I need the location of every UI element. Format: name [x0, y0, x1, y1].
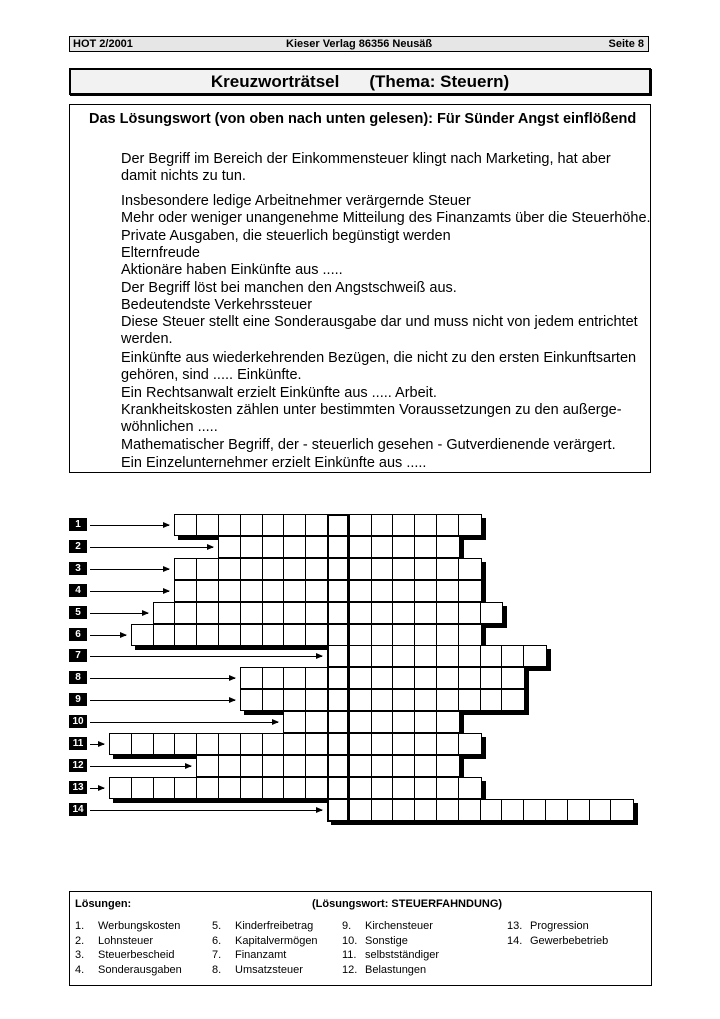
letter-cell[interactable] [372, 581, 394, 601]
letter-cell[interactable] [437, 559, 459, 579]
solution-number: 5. [212, 920, 222, 932]
solution-item [507, 920, 589, 932]
row-arrow [90, 656, 322, 657]
letter-cell[interactable] [132, 734, 154, 754]
clue-text: Ein Einzelunternehmer erzielt Einkünfte aus ..... [121, 455, 427, 471]
solution-text: selbstständiger [365, 949, 439, 961]
solution-number: 12. [342, 963, 358, 976]
letter-cell[interactable] [175, 778, 197, 798]
letter-cell[interactable] [415, 734, 437, 754]
letter-cell[interactable] [459, 800, 481, 820]
solution-item [75, 964, 182, 976]
letter-cell[interactable] [415, 515, 437, 535]
letter-cell[interactable] [415, 581, 437, 601]
letter-cell[interactable] [350, 646, 372, 666]
page-title [69, 68, 651, 95]
letter-cell[interactable] [197, 559, 219, 579]
letter-cell[interactable] [437, 778, 459, 798]
letter-cell[interactable] [459, 646, 481, 666]
letter-cell[interactable] [459, 515, 481, 535]
letter-cell[interactable] [415, 537, 437, 557]
row-arrow [90, 810, 322, 811]
row-arrow [90, 635, 126, 636]
answer-row [283, 711, 459, 733]
solution-number: 9. [342, 920, 352, 932]
letter-cell[interactable] [590, 800, 612, 820]
letter-cell[interactable] [459, 778, 481, 798]
clue-text: Der Begriff löst bei manchen den Angstschweiß aus. [121, 280, 457, 296]
letter-cell[interactable] [219, 515, 241, 535]
letter-cell[interactable] [372, 756, 394, 776]
letter-cell[interactable] [175, 734, 197, 754]
clue-text: Mehr oder weniger unangenehme Mitteilung des Finanzamts über die Steuerhöhe. [121, 210, 651, 226]
letter-cell[interactable] [219, 625, 241, 645]
letter-cell[interactable] [219, 778, 241, 798]
solution-text: Werbungskosten [98, 920, 181, 932]
solution-text: Kapitalvermögen [235, 934, 318, 947]
solution-text: Sonderausgaben [98, 963, 182, 976]
letter-cell[interactable] [393, 734, 415, 754]
clue-text: wöhnlichen ..... [121, 419, 218, 435]
clues-box [69, 104, 651, 473]
letter-cell[interactable] [481, 668, 503, 688]
solution-item [507, 935, 608, 947]
letter-cell[interactable] [241, 559, 263, 579]
letter-cell[interactable] [132, 778, 154, 798]
letter-cell[interactable] [306, 625, 328, 645]
letter-cell[interactable] [263, 690, 285, 710]
letter-cell[interactable] [306, 778, 328, 798]
letter-cell[interactable] [459, 690, 481, 710]
letter-cell[interactable] [415, 603, 437, 623]
letter-cell[interactable] [132, 625, 154, 645]
letter-cell[interactable] [263, 603, 285, 623]
letter-cell[interactable] [219, 559, 241, 579]
solution-item [212, 949, 286, 961]
clue-text: gehören, sind ..... Einkünfte. [121, 367, 302, 383]
letter-cell[interactable] [437, 734, 459, 754]
letter-cell[interactable] [415, 712, 437, 732]
letter-cell[interactable] [350, 515, 372, 535]
page-header [69, 36, 649, 52]
letter-cell[interactable] [175, 603, 197, 623]
row-label: 3 [69, 562, 87, 575]
row-arrow [90, 569, 169, 570]
letter-cell[interactable] [197, 515, 219, 535]
letter-cell[interactable] [263, 559, 285, 579]
letter-cell[interactable] [415, 668, 437, 688]
solution-text: Umsatzsteuer [235, 963, 303, 976]
row-label: 2 [69, 540, 87, 553]
clue-text: Der Begriff im Bereich der Einkommensteuer klingt nach Marketing, hat aber [121, 151, 611, 167]
letter-cell[interactable] [241, 625, 263, 645]
letter-cell[interactable] [459, 625, 481, 645]
solution-number: 6. [212, 934, 222, 947]
answer-row [131, 624, 482, 646]
letter-cell[interactable] [219, 581, 241, 601]
letter-cell[interactable] [306, 712, 328, 732]
letter-cell[interactable] [372, 625, 394, 645]
letter-cell[interactable] [241, 690, 263, 710]
letter-cell[interactable] [197, 581, 219, 601]
solution-number: 8. [212, 963, 222, 976]
letter-cell[interactable] [263, 625, 285, 645]
letter-cell[interactable] [415, 646, 437, 666]
row-label: 12 [69, 759, 87, 772]
letter-cell[interactable] [459, 603, 481, 623]
solution-text: Progression [530, 920, 589, 932]
letter-cell[interactable] [154, 734, 176, 754]
solution-item [212, 964, 303, 976]
title-main: Kreuzworträtsel [210, 72, 340, 91]
letter-cell[interactable] [372, 515, 394, 535]
letter-cell[interactable] [263, 537, 285, 557]
row-label: 5 [69, 606, 87, 619]
answer-row [109, 777, 482, 799]
letter-cell[interactable] [284, 734, 306, 754]
letter-cell[interactable] [197, 778, 219, 798]
solution-text: Finanzamt [235, 949, 287, 961]
clues-heading: Das Lösungswort (von oben nach unten gelesen): Für Sünder Angst einflößend [89, 111, 637, 127]
letter-cell[interactable] [524, 800, 546, 820]
letter-cell[interactable] [481, 646, 503, 666]
letter-cell[interactable] [393, 625, 415, 645]
clue-text: Ein Rechtsanwalt erzielt Einkünfte aus ..... Arbeit. [121, 385, 437, 401]
letter-cell[interactable] [437, 756, 459, 776]
letter-cell[interactable] [219, 537, 241, 557]
row-label: 6 [69, 628, 87, 641]
letter-cell[interactable] [197, 625, 219, 645]
letter-cell[interactable] [393, 668, 415, 688]
clue-text: Diese Steuer stellt eine Sonderausgabe dar und muss nicht von jedem entrichtet [121, 314, 638, 330]
clue-text: Mathematischer Begriff, der - steuerlich gesehen - Gutverdienende verärgert. [121, 437, 616, 453]
letter-cell[interactable] [110, 734, 132, 754]
letter-cell[interactable] [393, 800, 415, 820]
letter-cell[interactable] [175, 559, 197, 579]
solution-item [342, 935, 408, 947]
letter-cell[interactable] [175, 581, 197, 601]
letter-cell[interactable] [502, 646, 524, 666]
row-label: 10 [69, 715, 87, 728]
letter-cell[interactable] [306, 537, 328, 557]
solutions-box [69, 891, 652, 986]
letter-cell[interactable] [154, 603, 176, 623]
letter-cell[interactable] [393, 581, 415, 601]
letter-cell[interactable] [306, 515, 328, 535]
solution-item [212, 935, 318, 947]
solution-number: 1. [75, 920, 85, 932]
row-label: 11 [69, 737, 87, 750]
row-label: 9 [69, 693, 87, 706]
letter-cell[interactable] [263, 668, 285, 688]
letter-cell[interactable] [306, 734, 328, 754]
solutions-label: Lösungen: [75, 898, 132, 910]
letter-cell[interactable] [372, 800, 394, 820]
letter-cell[interactable] [306, 603, 328, 623]
letter-cell[interactable] [197, 603, 219, 623]
letter-cell[interactable] [437, 668, 459, 688]
letter-cell[interactable] [524, 646, 546, 666]
clue-text: Elternfreude [121, 245, 200, 261]
letter-cell[interactable] [459, 668, 481, 688]
letter-cell[interactable] [241, 734, 263, 754]
row-arrow [90, 613, 148, 614]
solution-text: Belastungen [365, 963, 427, 976]
letter-cell[interactable] [350, 712, 372, 732]
letter-cell[interactable] [350, 581, 372, 601]
letter-cell[interactable] [263, 734, 285, 754]
header-page: Seite 8 [608, 38, 644, 50]
letter-cell[interactable] [350, 690, 372, 710]
letter-cell[interactable] [481, 603, 503, 623]
letter-cell[interactable] [219, 734, 241, 754]
answer-row [327, 645, 547, 667]
solution-number: 3. [75, 949, 85, 961]
solution-number: 2. [75, 934, 85, 947]
letter-cell[interactable] [350, 800, 372, 820]
letter-cell[interactable] [372, 646, 394, 666]
letter-cell[interactable] [197, 734, 219, 754]
letter-cell[interactable] [415, 756, 437, 776]
solution-text: Sonstige [365, 934, 408, 947]
letter-cell[interactable] [393, 515, 415, 535]
solution-column [327, 514, 349, 822]
answer-row [240, 689, 525, 711]
letter-cell[interactable] [284, 712, 306, 732]
letter-cell[interactable] [284, 778, 306, 798]
letter-cell[interactable] [372, 559, 394, 579]
row-label: 8 [69, 671, 87, 684]
letter-cell[interactable] [437, 690, 459, 710]
clue-text: Einkünfte aus wiederkehrenden Bezügen, die nicht zu den ersten Einkunftsarten [121, 350, 637, 366]
letter-cell[interactable] [284, 559, 306, 579]
letter-cell[interactable] [437, 603, 459, 623]
solution-item [75, 920, 180, 932]
letter-cell[interactable] [437, 646, 459, 666]
letter-cell[interactable] [393, 537, 415, 557]
letter-cell[interactable] [393, 756, 415, 776]
letter-cell[interactable] [568, 800, 590, 820]
letter-cell[interactable] [219, 603, 241, 623]
row-arrow [90, 788, 104, 789]
letter-cell[interactable] [372, 778, 394, 798]
row-label: 13 [69, 781, 87, 794]
answer-row [109, 733, 482, 755]
letter-cell[interactable] [263, 581, 285, 601]
letter-cell[interactable] [459, 581, 481, 601]
letter-cell[interactable] [459, 559, 481, 579]
solution-item [342, 920, 433, 932]
letter-cell[interactable] [350, 537, 372, 557]
clue-text: damit nichts zu tun. [121, 168, 246, 184]
letter-cell[interactable] [350, 734, 372, 754]
solution-text: Gewerbebetrieb [530, 934, 609, 947]
letter-cell[interactable] [372, 734, 394, 754]
letter-cell[interactable] [219, 756, 241, 776]
letter-cell[interactable] [263, 515, 285, 535]
answer-row [327, 799, 634, 821]
solution-item [75, 935, 153, 947]
row-arrow [90, 722, 278, 723]
letter-cell[interactable] [197, 756, 219, 776]
letter-cell[interactable] [372, 537, 394, 557]
letter-cell[interactable] [350, 625, 372, 645]
letter-cell[interactable] [415, 625, 437, 645]
row-label: 4 [69, 584, 87, 597]
row-label: 14 [69, 803, 87, 816]
title-theme: (Thema: Steuern) [369, 72, 510, 91]
solution-item [342, 964, 426, 976]
letter-cell[interactable] [437, 712, 459, 732]
row-arrow [90, 678, 235, 679]
solution-item [212, 920, 313, 932]
letter-cell[interactable] [372, 603, 394, 623]
solution-text: Kirchensteuer [365, 920, 433, 932]
letter-cell[interactable] [284, 581, 306, 601]
letter-cell[interactable] [175, 515, 197, 535]
clue-text: Bedeutendste Verkehrssteuer [121, 297, 313, 313]
letter-cell[interactable] [306, 668, 328, 688]
solution-number: 10. [342, 934, 358, 947]
letter-cell[interactable] [306, 756, 328, 776]
letter-cell[interactable] [437, 625, 459, 645]
letter-cell[interactable] [306, 581, 328, 601]
letter-cell[interactable] [350, 668, 372, 688]
solution-text: Kinderfreibetrag [235, 920, 314, 932]
letter-cell[interactable] [393, 712, 415, 732]
letter-cell[interactable] [502, 690, 524, 710]
letter-cell[interactable] [110, 778, 132, 798]
row-arrow [90, 744, 104, 745]
row-arrow [90, 591, 169, 592]
answer-row [240, 667, 525, 689]
letter-cell[interactable] [350, 756, 372, 776]
letter-cell[interactable] [611, 800, 633, 820]
row-label: 7 [69, 649, 87, 662]
clue-text: Krankheitskosten zählen unter bestimmten Voraussetzungen zu den außerge- [121, 402, 622, 418]
solution-number: 4. [75, 963, 85, 976]
letter-cell[interactable] [241, 581, 263, 601]
clue-text: werden. [121, 331, 173, 347]
letter-cell[interactable] [502, 800, 524, 820]
letter-cell[interactable] [241, 603, 263, 623]
solution-text: Steuerbescheid [98, 949, 175, 961]
solution-number: 7. [212, 949, 222, 961]
row-arrow [90, 547, 213, 548]
solution-number: 11. [342, 949, 357, 961]
letter-cell[interactable] [415, 690, 437, 710]
header-publisher: Kieser Verlag 86356 Neusäß [286, 38, 433, 50]
letter-cell[interactable] [372, 690, 394, 710]
header-issue: HOT 2/2001 [73, 38, 133, 50]
solution-text: Lohnsteuer [98, 934, 154, 947]
letter-cell[interactable] [546, 800, 568, 820]
letter-cell[interactable] [481, 690, 503, 710]
letter-cell[interactable] [175, 625, 197, 645]
solution-number: 13. [507, 920, 523, 932]
letter-cell[interactable] [350, 559, 372, 579]
letter-cell[interactable] [350, 778, 372, 798]
letter-cell[interactable] [415, 800, 437, 820]
letter-cell[interactable] [241, 537, 263, 557]
letter-cell[interactable] [154, 778, 176, 798]
clue-text: Insbesondere ledige Arbeitnehmer verärgernde Steuer [121, 193, 471, 209]
solution-item [342, 949, 439, 961]
letter-cell[interactable] [437, 800, 459, 820]
letter-cell[interactable] [154, 625, 176, 645]
letter-cell[interactable] [372, 668, 394, 688]
solution-item [75, 949, 174, 961]
letter-cell[interactable] [284, 756, 306, 776]
letter-cell[interactable] [241, 778, 263, 798]
letter-cell[interactable] [481, 800, 503, 820]
letter-cell[interactable] [393, 646, 415, 666]
letter-cell[interactable] [372, 712, 394, 732]
row-arrow [90, 766, 191, 767]
letter-cell[interactable] [306, 690, 328, 710]
letter-cell[interactable] [393, 778, 415, 798]
letter-cell[interactable] [393, 603, 415, 623]
letter-cell[interactable] [284, 668, 306, 688]
letter-cell[interactable] [350, 603, 372, 623]
letter-cell[interactable] [241, 756, 263, 776]
letter-cell[interactable] [284, 625, 306, 645]
letter-cell[interactable] [284, 603, 306, 623]
letter-cell[interactable] [437, 515, 459, 535]
solution-word: (Lösungswort: STEUERFAHNDUNG) [312, 898, 503, 910]
letter-cell[interactable] [393, 559, 415, 579]
letter-cell[interactable] [437, 537, 459, 557]
letter-cell[interactable] [284, 515, 306, 535]
clue-text: Private Ausgaben, die steuerlich begünstigt werden [121, 228, 451, 244]
letter-cell[interactable] [306, 559, 328, 579]
letter-cell[interactable] [241, 668, 263, 688]
row-label: 1 [69, 518, 87, 531]
letter-cell[interactable] [284, 690, 306, 710]
letter-cell[interactable] [437, 581, 459, 601]
letter-cell[interactable] [459, 734, 481, 754]
letter-cell[interactable] [241, 515, 263, 535]
letter-cell[interactable] [502, 668, 524, 688]
solution-number: 14. [507, 934, 523, 947]
letter-cell[interactable] [284, 537, 306, 557]
letter-cell[interactable] [415, 559, 437, 579]
row-arrow [90, 525, 169, 526]
letter-cell[interactable] [393, 690, 415, 710]
letter-cell[interactable] [415, 778, 437, 798]
letter-cell[interactable] [263, 756, 285, 776]
clue-text: Aktionäre haben Einkünfte aus ..... [121, 262, 343, 278]
letter-cell[interactable] [263, 778, 285, 798]
row-arrow [90, 700, 235, 701]
